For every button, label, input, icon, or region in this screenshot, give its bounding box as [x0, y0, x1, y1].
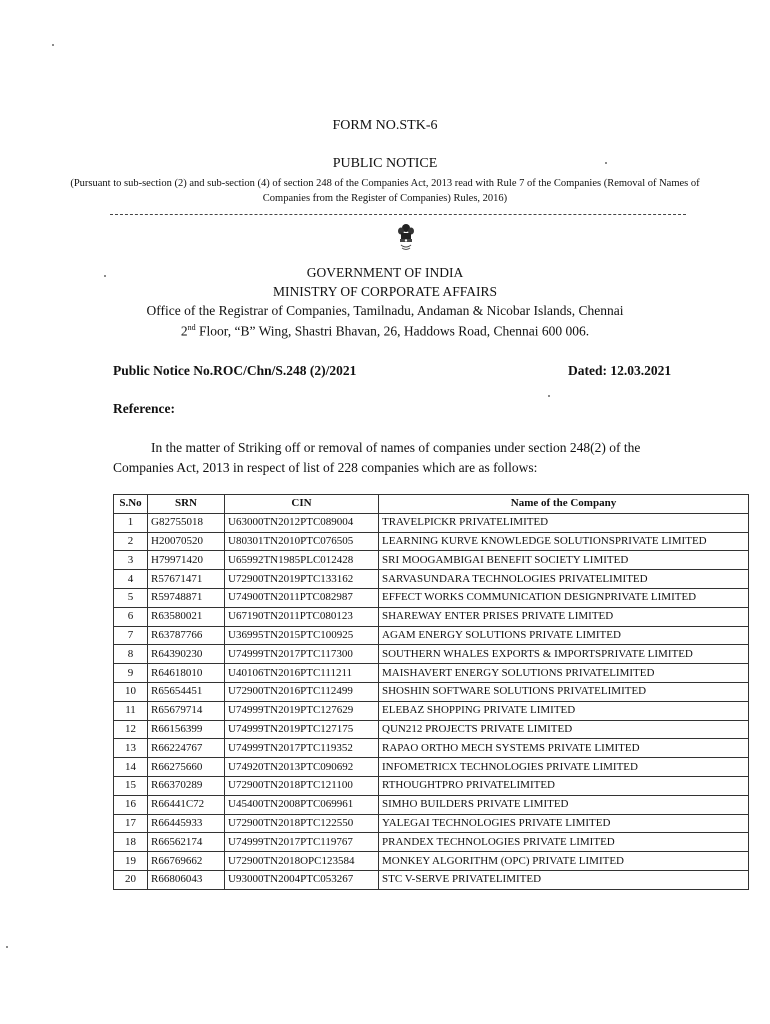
- row-cin: U40106TN2016PTC111211: [225, 664, 379, 683]
- row-srn: R66445933: [148, 814, 225, 833]
- row-cin: U36995TN2015PTC100925: [225, 626, 379, 645]
- row-company-name: MAISHAVERT ENERGY SOLUTIONS PRIVATELIMITED: [379, 664, 749, 683]
- row-sno: 20: [114, 870, 148, 889]
- row-cin: U74999TN2019PTC127175: [225, 720, 379, 739]
- row-cin: U74999TN2019PTC127629: [225, 701, 379, 720]
- row-sno: 11: [114, 701, 148, 720]
- row-company-name: RAPAO ORTHO MECH SYSTEMS PRIVATE LIMITED: [379, 739, 749, 758]
- row-cin: U74999TN2017PTC119767: [225, 833, 379, 852]
- row-sno: 12: [114, 720, 148, 739]
- row-company-name: SOUTHERN WHALES EXPORTS & IMPORTSPRIVATE LIMITED: [379, 645, 749, 664]
- table-row: [114, 795, 749, 814]
- row-cin: U74920TN2013PTC090692: [225, 758, 379, 777]
- row-company-name: LEARNING KURVE KNOWLEDGE SOLUTIONSPRIVATE LIMITED: [379, 532, 749, 551]
- row-sno: 7: [114, 626, 148, 645]
- row-company-name: ELEBAZ SHOPPING PRIVATE LIMITED: [379, 701, 749, 720]
- notice-body: In the matter of Striking off or removal of names of companies under section 248(2) of the Companies Act, 2013 in respect of list of 228 companies which are as follows:: [113, 440, 641, 475]
- row-sno: 19: [114, 852, 148, 871]
- table-row: [114, 664, 749, 683]
- row-cin: U93000TN2004PTC053267: [225, 870, 379, 889]
- table-row: [114, 758, 749, 777]
- dashed-divider: [110, 214, 686, 215]
- row-srn: H20070520: [148, 532, 225, 551]
- table-row: [114, 645, 749, 664]
- header-cin: CIN: [225, 495, 379, 514]
- table-body: [114, 513, 749, 889]
- row-srn: R65654451: [148, 682, 225, 701]
- table-header-row: [114, 495, 749, 514]
- row-srn: R64390230: [148, 645, 225, 664]
- row-cin: U72900TN2019PTC133162: [225, 570, 379, 589]
- row-srn: R57671471: [148, 570, 225, 589]
- ministry-heading: MINISTRY OF CORPORATE AFFAIRS: [273, 284, 497, 299]
- office-line: Office of the Registrar of Companies, Tamilnadu, Andaman & Nicobar Islands, Chennai: [146, 303, 624, 318]
- header-sno: S.No: [114, 495, 148, 514]
- table-row: [114, 814, 749, 833]
- row-srn: R59748871: [148, 588, 225, 607]
- row-sno: 4: [114, 570, 148, 589]
- row-sno: 10: [114, 682, 148, 701]
- public-notice-number: Public Notice No.ROC/Chn/S.248 (2)/2021: [113, 363, 357, 378]
- row-srn: R66156399: [148, 720, 225, 739]
- row-cin: U80301TN2010PTC076505: [225, 532, 379, 551]
- table-row: [114, 852, 749, 871]
- row-company-name: SHOSHIN SOFTWARE SOLUTIONS PRIVATELIMITED: [379, 682, 749, 701]
- row-srn: R63580021: [148, 607, 225, 626]
- reference-heading: Reference:: [113, 401, 175, 416]
- row-company-name: SARVASUNDARA TECHNOLOGIES PRIVATELIMITED: [379, 570, 749, 589]
- table-row: [114, 776, 749, 795]
- row-cin: U72900TN2016PTC112499: [225, 682, 379, 701]
- row-sno: 13: [114, 739, 148, 758]
- row-srn: R66370289: [148, 776, 225, 795]
- table-row: [114, 570, 749, 589]
- pursuant-clause: (Pursuant to sub-section (2) and sub-section (4) of section 248 of the Companies Act, 2013 read with Rule 7 of the Companies (Removal of Names of Companies from the Register of Companies) Rules, 2016): [70, 178, 700, 204]
- table-row: [114, 532, 749, 551]
- row-cin: U65992TN1985PLC012428: [225, 551, 379, 570]
- row-srn: H79971420: [148, 551, 225, 570]
- row-sno: 18: [114, 833, 148, 852]
- row-company-name: SRI MOOGAMBIGAI BENEFIT SOCIETY LIMITED: [379, 551, 749, 570]
- table-row: [114, 588, 749, 607]
- row-cin: U72900TN2018OPC123584: [225, 852, 379, 871]
- row-company-name: TRAVELPICKR PRIVATELIMITED: [379, 513, 749, 532]
- row-company-name: MONKEY ALGORITHM (OPC) PRIVATE LIMITED: [379, 852, 749, 871]
- row-sno: 14: [114, 758, 148, 777]
- row-sno: 5: [114, 588, 148, 607]
- table-row: [114, 551, 749, 570]
- row-sno: 15: [114, 776, 148, 795]
- row-company-name: INFOMETRICX TECHNOLOGIES PRIVATE LIMITED: [379, 758, 749, 777]
- companies-table: [113, 494, 749, 890]
- table-row: [114, 739, 749, 758]
- row-srn: R66275660: [148, 758, 225, 777]
- row-company-name: QUN212 PROJECTS PRIVATE LIMITED: [379, 720, 749, 739]
- form-number: FORM NO.STK-6: [332, 118, 438, 133]
- address-floor-suffix: nd: [187, 323, 196, 332]
- address-floor-number: 2: [180, 323, 188, 339]
- table-row: [114, 833, 749, 852]
- row-sno: 3: [114, 551, 148, 570]
- row-sno: 2: [114, 532, 148, 551]
- row-company-name: RTHOUGHTPRO PRIVATELIMITED: [379, 776, 749, 795]
- row-sno: 16: [114, 795, 148, 814]
- row-sno: 8: [114, 645, 148, 664]
- government-heading: GOVERNMENT OF INDIA: [306, 265, 464, 280]
- row-sno: 17: [114, 814, 148, 833]
- scan-speck: [52, 44, 54, 46]
- row-company-name: STC V-SERVE PRIVATELIMITED: [379, 870, 749, 889]
- table-row: [114, 682, 749, 701]
- row-company-name: AGAM ENERGY SOLUTIONS PRIVATE LIMITED: [379, 626, 749, 645]
- row-srn: R66224767: [148, 739, 225, 758]
- row-cin: U67190TN2011PTC080123: [225, 607, 379, 626]
- row-srn: R63787766: [148, 626, 225, 645]
- header-company-name: Name of the Company: [379, 495, 749, 514]
- row-srn: R66769662: [148, 852, 225, 871]
- scan-speck: [548, 395, 550, 397]
- row-sno: 9: [114, 664, 148, 683]
- row-cin: U63000TN2012PTC089004: [225, 513, 379, 532]
- row-srn: R65679714: [148, 701, 225, 720]
- header-srn: SRN: [148, 495, 225, 514]
- table-row: [114, 626, 749, 645]
- table-row: [114, 607, 749, 626]
- row-sno: 6: [114, 607, 148, 626]
- row-srn: R64618010: [148, 664, 225, 683]
- row-company-name: PRANDEX TECHNOLOGIES PRIVATE LIMITED: [379, 833, 749, 852]
- national-emblem-icon: [396, 222, 416, 254]
- scan-speck: [6, 946, 8, 948]
- row-cin: U74900TN2011PTC082987: [225, 588, 379, 607]
- table-row: [114, 720, 749, 739]
- row-srn: R66562174: [148, 833, 225, 852]
- scan-speck: [605, 162, 607, 164]
- row-company-name: SIMHO BUILDERS PRIVATE LIMITED: [379, 795, 749, 814]
- scan-speck: [104, 275, 106, 277]
- row-cin: U72900TN2018PTC122550: [225, 814, 379, 833]
- row-cin: U72900TN2018PTC121100: [225, 776, 379, 795]
- table-row: [114, 870, 749, 889]
- address-line: [0, 323, 770, 340]
- row-cin: U45400TN2008PTC069961: [225, 795, 379, 814]
- row-cin: U74999TN2017PTC117300: [225, 645, 379, 664]
- row-company-name: EFFECT WORKS COMMUNICATION DESIGNPRIVATE LIMITED: [379, 588, 749, 607]
- row-company-name: YALEGAI TECHNOLOGIES PRIVATE LIMITED: [379, 814, 749, 833]
- row-cin: U74999TN2017PTC119352: [225, 739, 379, 758]
- row-srn: G82755018: [148, 513, 225, 532]
- row-srn: R66441C72: [148, 795, 225, 814]
- table-row: [114, 701, 749, 720]
- address-rest: Floor, “B” Wing, Shastri Bhavan, 26, Haddows Road, Chennai 600 006.: [195, 323, 590, 339]
- row-company-name: SHAREWAY ENTER PRISES PRIVATE LIMITED: [379, 607, 749, 626]
- row-srn: R66806043: [148, 870, 225, 889]
- notice-title: PUBLIC NOTICE: [332, 156, 438, 171]
- row-sno: 1: [114, 513, 148, 532]
- notice-date: Dated: 12.03.2021: [568, 363, 672, 378]
- table-row: [114, 513, 749, 532]
